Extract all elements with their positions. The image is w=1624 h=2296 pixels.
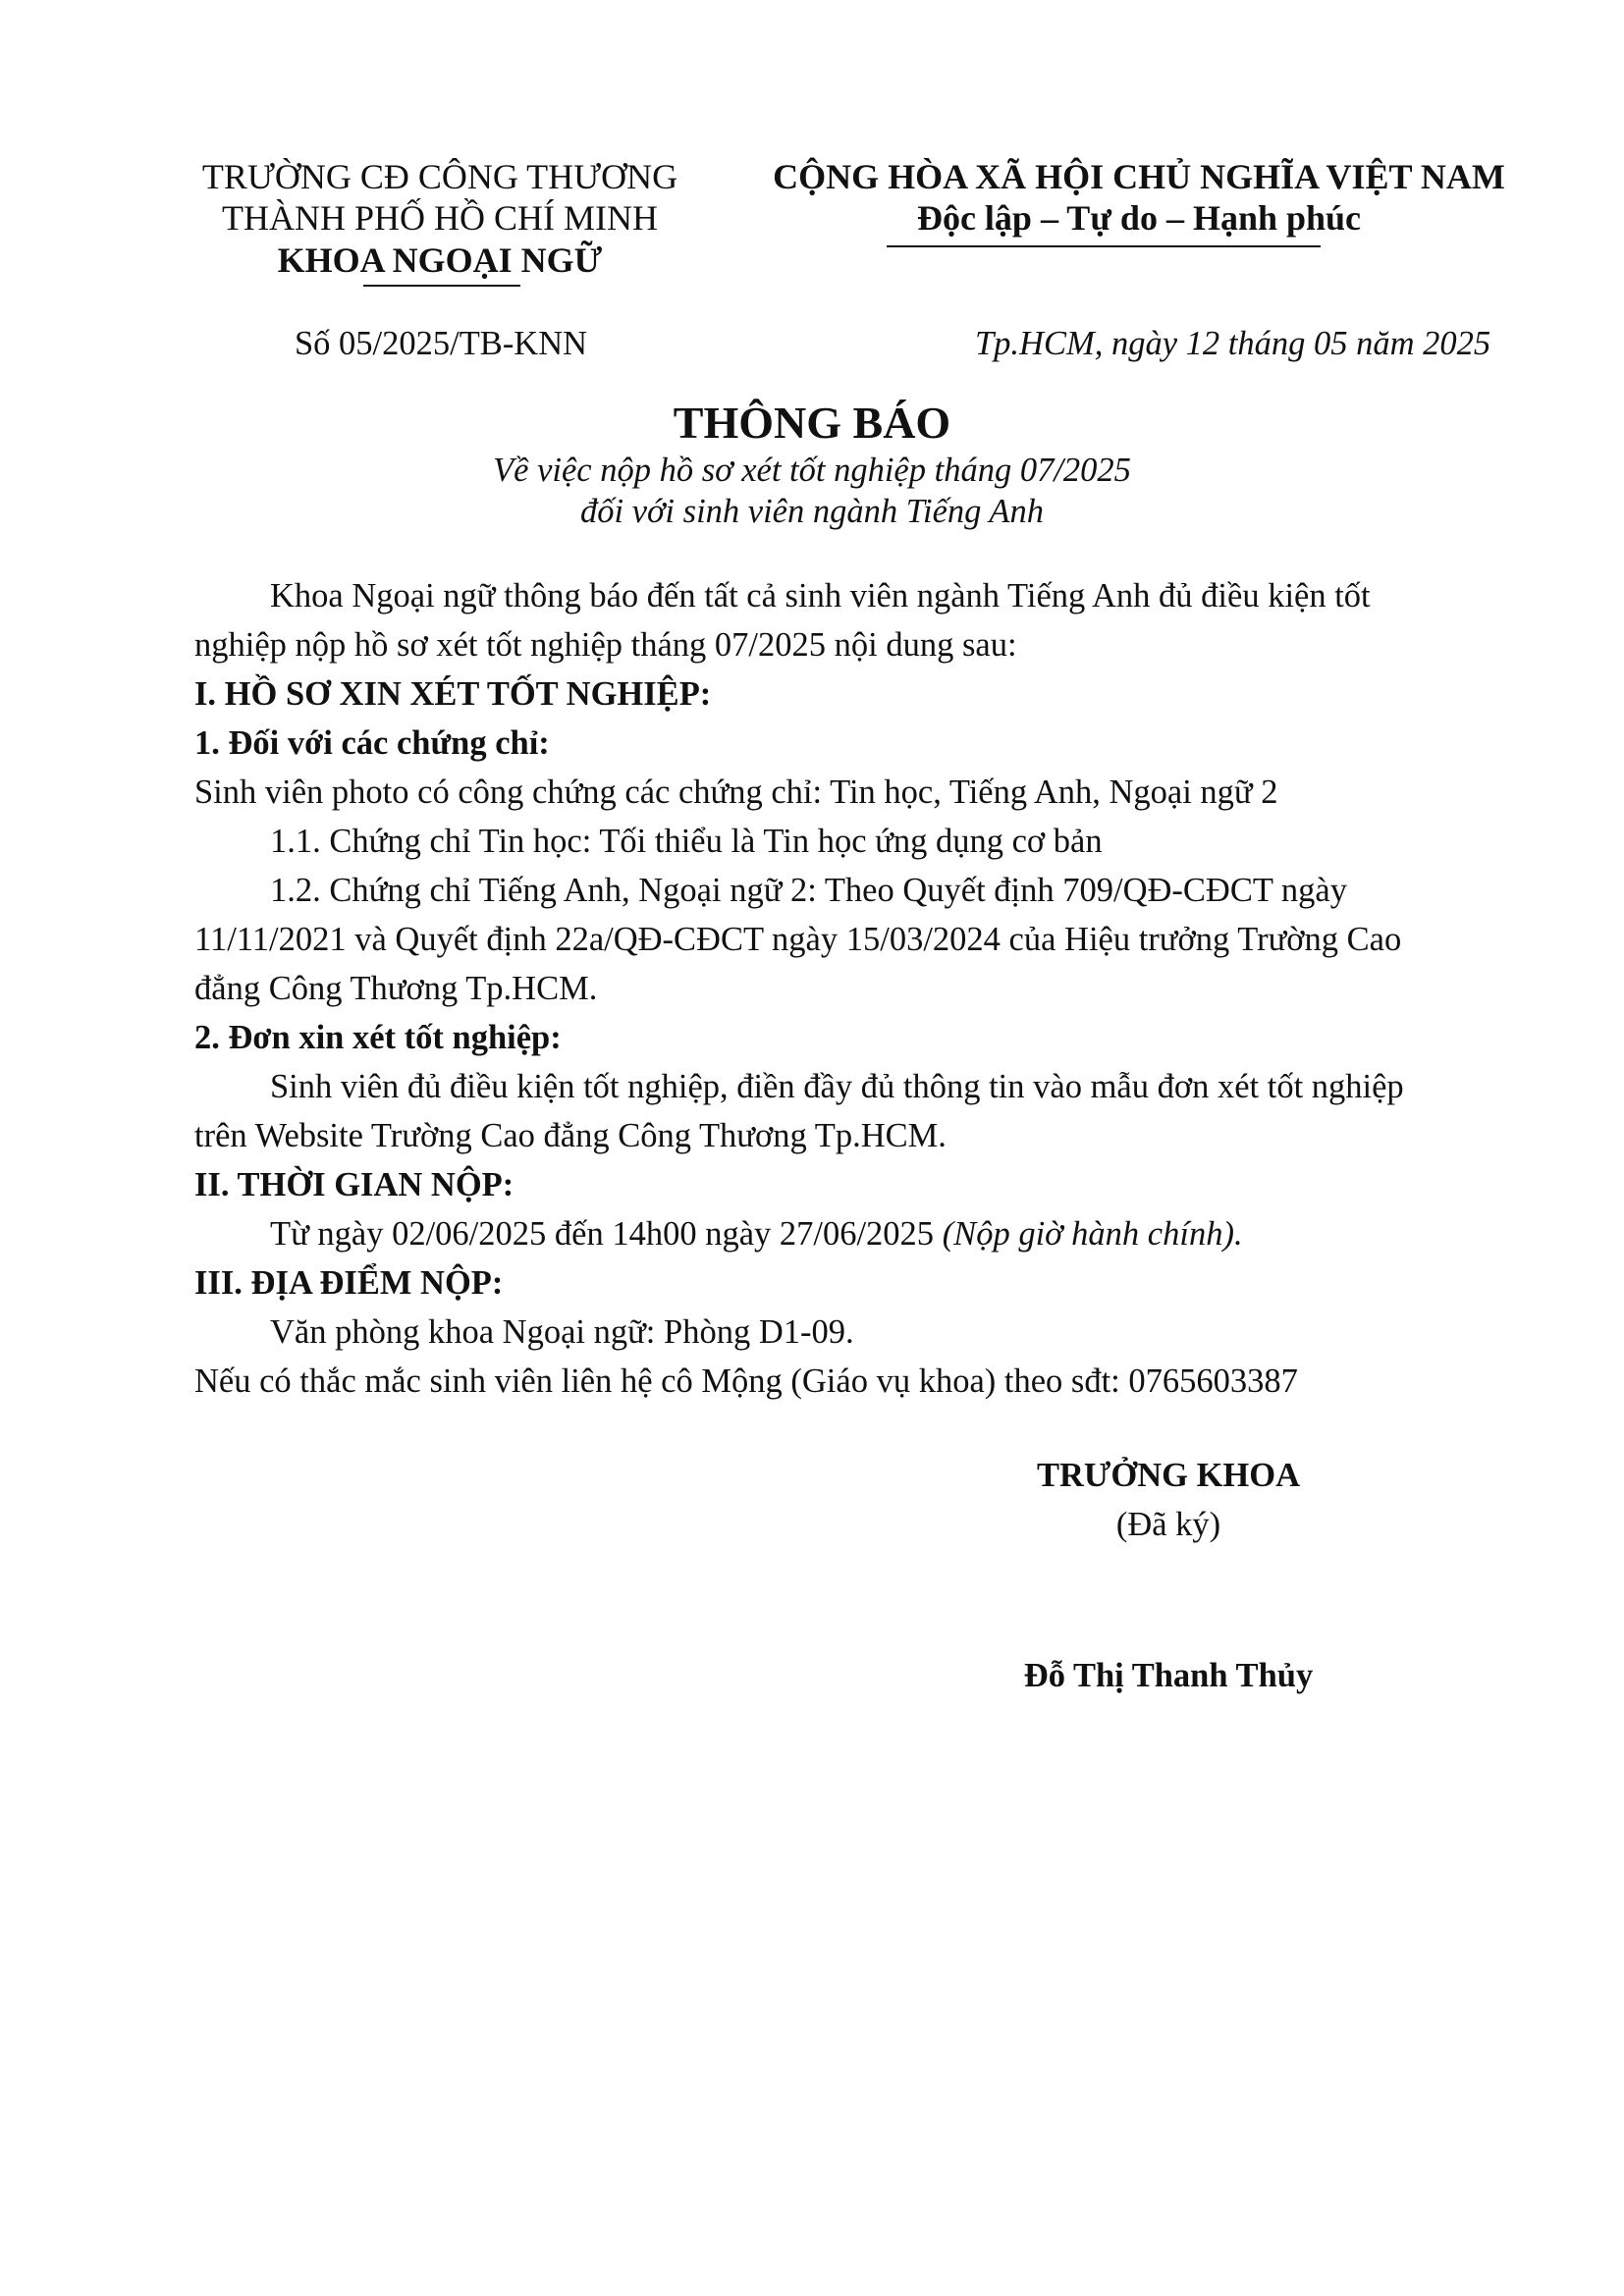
left-header-underline (363, 285, 520, 287)
motto-underline (887, 245, 1321, 247)
section-2-heading: II. THỜI GIAN NỘP: (194, 1166, 514, 1203)
school-name-line1: TRƯỜNG CĐ CÔNG THƯƠNG (201, 157, 678, 196)
cert-language-line2: 11/11/2021 và Quyết định 22a/QĐ-CĐCT ngày 15/03/2024 của Hiệu trưởng Trường Cao (194, 921, 1402, 958)
section-1-2-heading: 2. Đơn xin xét tốt nghiệp: (194, 1019, 562, 1056)
certificates-text: Sinh viên photo có công chứng các chứng chỉ: Tin học, Tiếng Anh, Ngoại ngữ 2 (194, 774, 1278, 811)
national-title: CỘNG HÒA XÃ HỘI CHỦ NGHĨA VIỆT NAM (773, 157, 1505, 196)
section-1-heading: I. HỒ SƠ XIN XÉT TỐT NGHIỆP: (194, 675, 712, 713)
submission-place: Văn phòng khoa Ngoại ngữ: Phòng D1-09. (270, 1313, 854, 1351)
signer-name: Đỗ Thị Thanh Thủy (1023, 1657, 1314, 1694)
national-motto: Độc lập – Tự do – Hạnh phúc (916, 198, 1362, 238)
section-1-1-heading: 1. Đối với các chứng chỉ: (194, 724, 550, 762)
application-form-line1: Sinh viên đủ điều kiện tốt nghiệp, điền đầy đủ thông tin vào mẫu đơn xét tốt nghiệp (270, 1068, 1404, 1105)
intro-line1: Khoa Ngoại ngữ thông báo đến tất cả sinh viên ngành Tiếng Anh đủ điều kiện tốt (270, 577, 1371, 614)
submission-time-note: (Nộp giờ hành chính). (942, 1215, 1243, 1253)
faculty-name: KHOA NGOẠI NGỮ (277, 240, 603, 280)
submission-time-text: Từ ngày 02/06/2025 đến 14h00 ngày 27/06/2025 (270, 1215, 943, 1253)
document-title: THÔNG BÁO (673, 398, 951, 448)
section-3-heading: III. ĐỊA ĐIỂM NỘP: (194, 1264, 504, 1302)
application-form-line2: trên Website Trường Cao đẳng Công Thương Tp.HCM. (194, 1117, 947, 1154)
signed-status: (Đã ký) (1115, 1506, 1221, 1543)
intro-line2: nghiệp nộp hồ sơ xét tốt nghiệp tháng 07/2025 nội dung sau: (194, 626, 1017, 664)
place-and-date: Tp.HCM, ngày 12 tháng 05 năm 2025 (975, 325, 1491, 362)
cert-language-line3: đẳng Công Thương Tp.HCM. (194, 970, 598, 1007)
title-subject-line2: đối với sinh viên ngành Tiếng Anh (580, 493, 1044, 530)
school-name-line2: THÀNH PHỐ HỒ CHÍ MINH (222, 198, 658, 238)
cert-it-text: 1.1. Chứng chỉ Tin học: Tối thiểu là Tin học ứng dụng cơ bản (270, 823, 1103, 860)
signer-role: TRƯỞNG KHOA (1036, 1457, 1300, 1494)
submission-time (270, 1209, 1243, 1258)
title-subject-line1: Về việc nộp hồ sơ xét tốt nghiệp tháng 07/2025 (493, 452, 1131, 489)
contact-info: Nếu có thắc mắc sinh viên liên hệ cô Mộng (Giáo vụ khoa) theo sđt: 0765603387 (194, 1362, 1298, 1400)
document-number: Số 05/2025/TB-KNN (295, 325, 588, 362)
cert-language-line1: 1.2. Chứng chỉ Tiếng Anh, Ngoại ngữ 2: Theo Quyết định 709/QĐ-CĐCT ngày (270, 872, 1347, 909)
